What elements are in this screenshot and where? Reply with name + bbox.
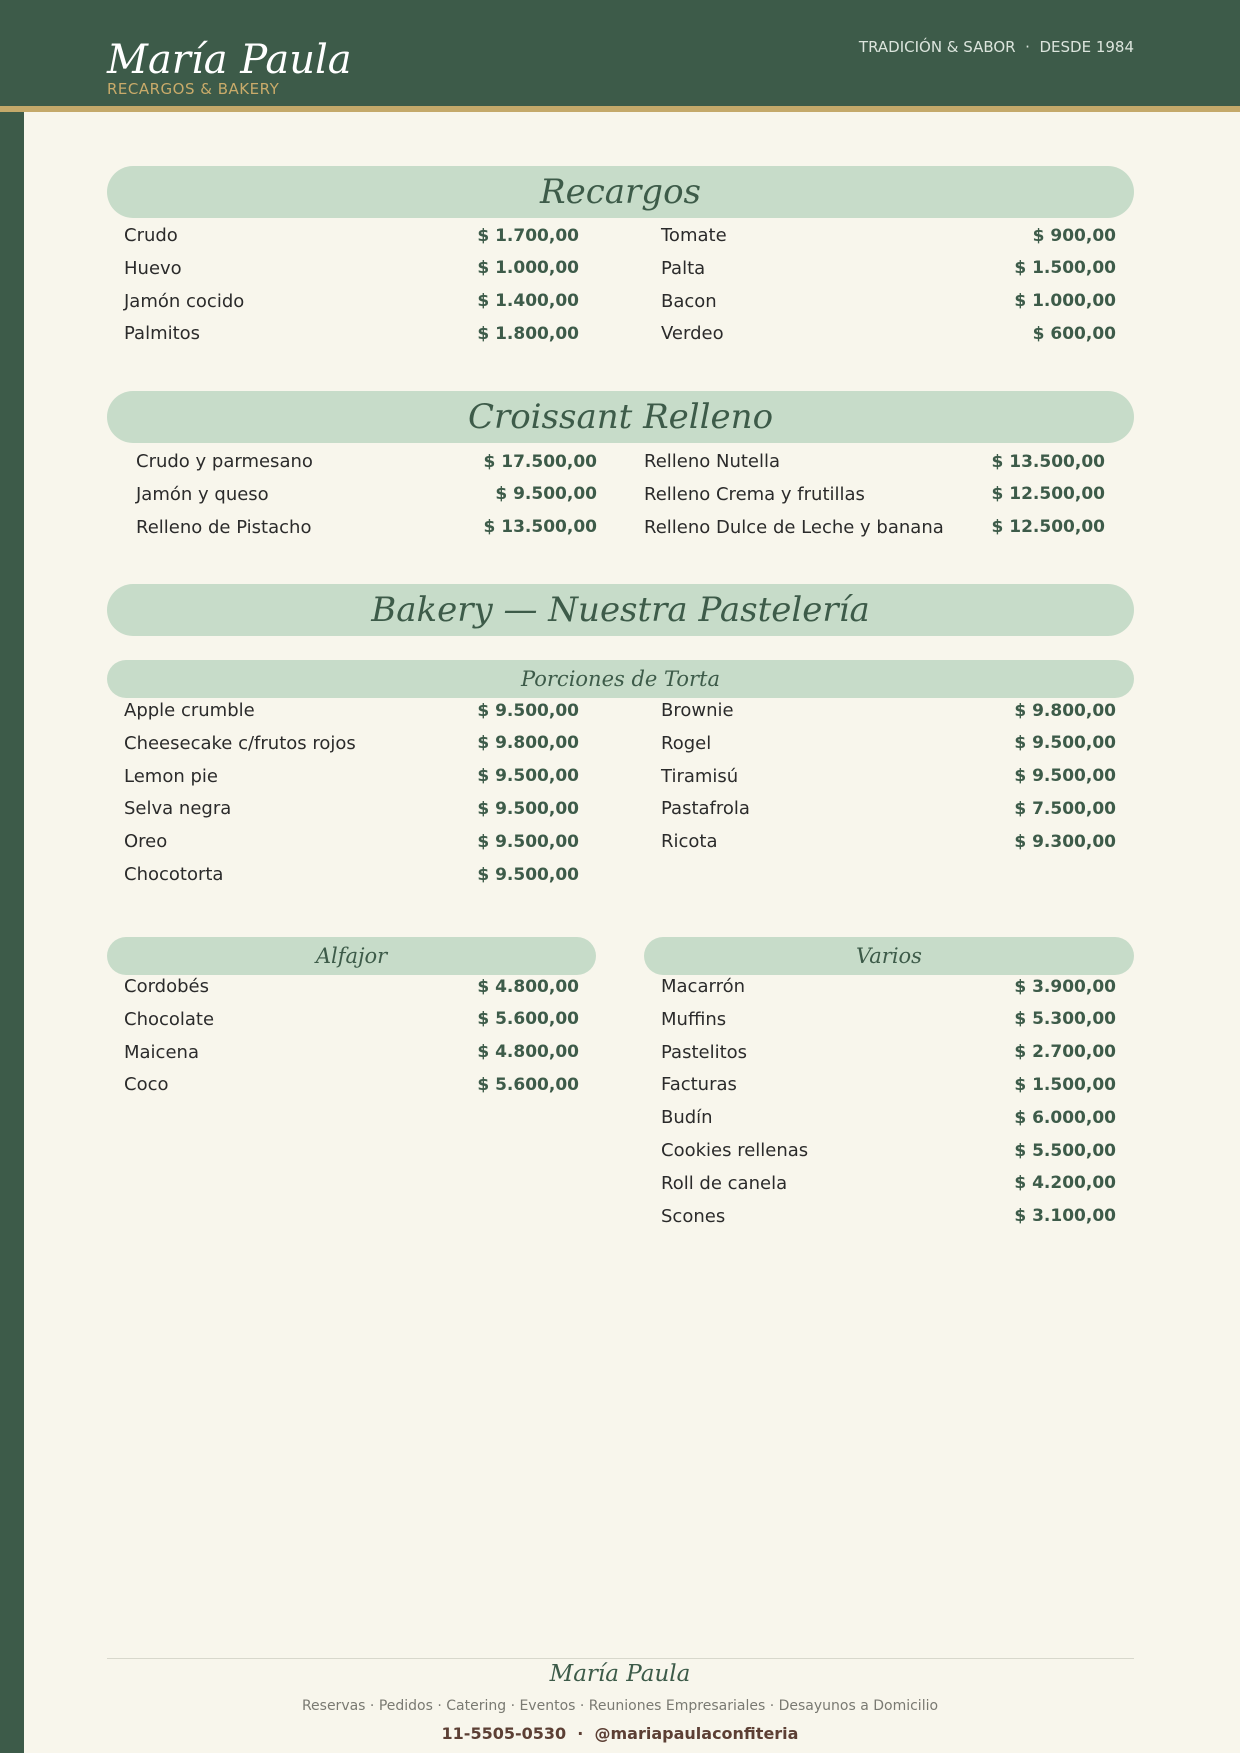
menu-item-price: $ 5.300,00 xyxy=(1014,1009,1116,1030)
menu-item xyxy=(661,694,1116,727)
menu-item xyxy=(124,727,579,760)
menu-item-price: $ 1.000,00 xyxy=(477,258,579,279)
menu-item-price: $ 12.500,00 xyxy=(991,517,1105,538)
footer-social: @mariapaulaconfiteria xyxy=(594,1724,799,1743)
subsection-title-porciones: Porciones de Torta xyxy=(107,660,1134,698)
footer-phone: 11-5505-0530 xyxy=(441,1724,567,1743)
menu-item xyxy=(124,219,579,252)
menu-item-name: Tomate xyxy=(661,225,727,246)
menu-item xyxy=(661,970,1116,1003)
menu-item-price: $ 9.500,00 xyxy=(477,700,579,721)
menu-item xyxy=(661,727,1116,760)
menu-item-price: $ 13.500,00 xyxy=(991,451,1105,472)
menu-item-name: Relleno Dulce de Leche y banana xyxy=(644,516,944,538)
tagline xyxy=(859,38,1134,56)
menu-item xyxy=(124,825,579,858)
menu-item-price: $ 1.800,00 xyxy=(477,323,579,344)
menu-item-price: $ 9.500,00 xyxy=(477,831,579,852)
menu-item-name: Cookies rellenas xyxy=(661,1140,809,1161)
menu-item xyxy=(661,1101,1116,1134)
tagline-separator: · xyxy=(1025,38,1030,56)
menu-item-price: $ 9.500,00 xyxy=(495,484,597,505)
menu-item-price: $ 4.200,00 xyxy=(1014,1173,1116,1194)
menu-item-price: $ 12.500,00 xyxy=(991,484,1105,505)
menu-item-price: $ 9.300,00 xyxy=(1014,831,1116,852)
menu-item-price: $ 9.500,00 xyxy=(1014,733,1116,754)
menu-item xyxy=(124,1003,579,1036)
menu-item xyxy=(661,1068,1116,1101)
menu-item-price: $ 1.500,00 xyxy=(1014,258,1116,279)
menu-item-price: $ 17.500,00 xyxy=(483,451,597,472)
menu-item xyxy=(124,1036,579,1069)
menu-item-name: Pastafrola xyxy=(661,798,750,820)
menu-item xyxy=(644,445,1105,478)
menu-item-name: Oreo xyxy=(124,831,168,853)
menu-item xyxy=(644,478,1105,511)
menu-item xyxy=(661,1200,1116,1233)
menu-item-price: $ 3.900,00 xyxy=(1014,976,1116,997)
menu-item-price: $ 4.800,00 xyxy=(477,976,579,997)
menu-item xyxy=(136,511,597,544)
menu-item xyxy=(124,1068,579,1101)
menu-item-name: Coco xyxy=(124,1074,169,1096)
menu-item-price: $ 9.500,00 xyxy=(1014,766,1116,787)
menu-item-name: Scones xyxy=(661,1205,726,1227)
brand-title: María Paula xyxy=(107,37,352,83)
menu-item xyxy=(124,317,579,350)
menu-item-price: $ 600,00 xyxy=(1032,323,1116,344)
menu-item-name: Lemon pie xyxy=(124,765,218,787)
menu-item-name: Palta xyxy=(661,257,706,279)
menu-item xyxy=(661,285,1116,318)
menu-item-name: Chocotorta xyxy=(124,864,224,885)
menu-item xyxy=(124,792,579,825)
section-title-croissant: Croissant Relleno xyxy=(107,391,1134,443)
tagline-left: TRADICIÓN & SABOR xyxy=(858,38,1016,56)
menu-item-price: $ 9.500,00 xyxy=(477,864,579,885)
menu-item-name: Brownie xyxy=(661,700,734,721)
menu-item-price: $ 5.600,00 xyxy=(477,1009,579,1030)
menu-item-price: $ 5.500,00 xyxy=(1014,1140,1116,1161)
menu-item-price: $ 7.500,00 xyxy=(1014,798,1116,819)
menu-item-name: Palmitos xyxy=(124,323,201,345)
menu-item-price: $ 2.700,00 xyxy=(1014,1042,1116,1063)
menu-item-price: $ 3.100,00 xyxy=(1014,1206,1116,1227)
menu-item-name: Jamón y queso xyxy=(136,483,269,505)
menu-item-price: $ 1.400,00 xyxy=(477,291,579,312)
menu-item-price: $ 5.600,00 xyxy=(477,1074,579,1095)
menu-item-name: Cheesecake c/frutos rojos xyxy=(124,732,356,754)
menu-item-price: $ 1.700,00 xyxy=(477,225,579,246)
menu-item-name: Relleno Crema y frutillas xyxy=(644,483,865,505)
menu-item xyxy=(661,252,1116,285)
menu-item xyxy=(661,792,1116,825)
menu-item-price: $ 9.800,00 xyxy=(1014,700,1116,721)
section-title-bakery: Bakery — Nuestra Pastelería xyxy=(107,584,1134,636)
menu-item-name: Maicena xyxy=(124,1041,199,1063)
menu-item-price: $ 9.800,00 xyxy=(477,733,579,754)
menu-item-name: Crudo xyxy=(124,225,178,246)
footer-services: Reservas · Pedidos · Catering · Eventos · Reuniones Empresariales · Desayunos a Domicilio xyxy=(301,1698,939,1714)
menu-item-price: $ 13.500,00 xyxy=(483,517,597,538)
menu-item-name: Ricota xyxy=(661,831,718,853)
gold-divider xyxy=(0,106,1240,112)
menu-item-name: Jamón cocido xyxy=(124,290,245,312)
menu-item-name: Muffins xyxy=(661,1008,727,1030)
menu-item xyxy=(124,858,579,891)
menu-item-price: $ 9.500,00 xyxy=(477,798,579,819)
section-title-recargos: Recargos xyxy=(107,166,1134,218)
menu-item-name: Chocolate xyxy=(124,1008,215,1030)
menu-item-name: Macarrón xyxy=(661,976,745,997)
menu-item xyxy=(124,760,579,793)
menu-item xyxy=(661,317,1116,350)
footer-brand: María Paula xyxy=(549,1661,691,1687)
menu-item-price: $ 900,00 xyxy=(1032,225,1116,246)
menu-item xyxy=(136,445,597,478)
menu-item-name: Huevo xyxy=(124,257,182,279)
subsection-title-alfajor: Alfajor xyxy=(107,937,596,975)
menu-item-price: $ 1.500,00 xyxy=(1014,1074,1116,1095)
menu-item-name: Cordobés xyxy=(124,976,209,997)
menu-item xyxy=(661,825,1116,858)
menu-item-name: Selva negra xyxy=(124,798,232,820)
menu-item-name: Bacon xyxy=(661,290,717,312)
subsection-title-varios: Varios xyxy=(644,937,1134,975)
menu-item xyxy=(661,219,1116,252)
menu-item-name: Tiramisú xyxy=(661,765,739,787)
menu-item-name: Roll de canela xyxy=(661,1172,788,1194)
footer-separator: · xyxy=(577,1724,584,1743)
menu-item-price: $ 4.800,00 xyxy=(477,1042,579,1063)
menu-item xyxy=(661,1003,1116,1036)
menu-item xyxy=(661,760,1116,793)
menu-item-name: Rogel xyxy=(661,732,712,754)
menu-item xyxy=(136,478,597,511)
menu-item-price: $ 6.000,00 xyxy=(1014,1107,1116,1128)
tagline-right: DESDE 1984 xyxy=(1039,38,1134,56)
menu-item xyxy=(124,285,579,318)
menu-item xyxy=(124,694,579,727)
menu-item-name: Relleno de Pistacho xyxy=(136,516,312,538)
menu-item-name: Apple crumble xyxy=(124,700,255,721)
menu-item-name: Verdeo xyxy=(661,323,724,345)
menu-item-name: Budín xyxy=(661,1107,713,1129)
brand-subtitle: RECARGOS & BAKERY xyxy=(107,80,280,98)
menu-item-name: Pastelitos xyxy=(661,1041,748,1063)
menu-item xyxy=(661,1036,1116,1069)
menu-item xyxy=(644,511,1105,544)
menu-item xyxy=(124,252,579,285)
menu-item-name: Relleno Nutella xyxy=(644,451,781,472)
menu-item xyxy=(661,1167,1116,1200)
menu-item-name: Facturas xyxy=(661,1074,737,1096)
menu-item xyxy=(661,1134,1116,1167)
menu-item-price: $ 1.000,00 xyxy=(1014,291,1116,312)
menu-item-name: Crudo y parmesano xyxy=(136,451,313,472)
menu-item xyxy=(124,970,579,1003)
side-strip xyxy=(0,112,24,1753)
footer-contact xyxy=(0,1724,1240,1744)
menu-item-price: $ 9.500,00 xyxy=(477,766,579,787)
